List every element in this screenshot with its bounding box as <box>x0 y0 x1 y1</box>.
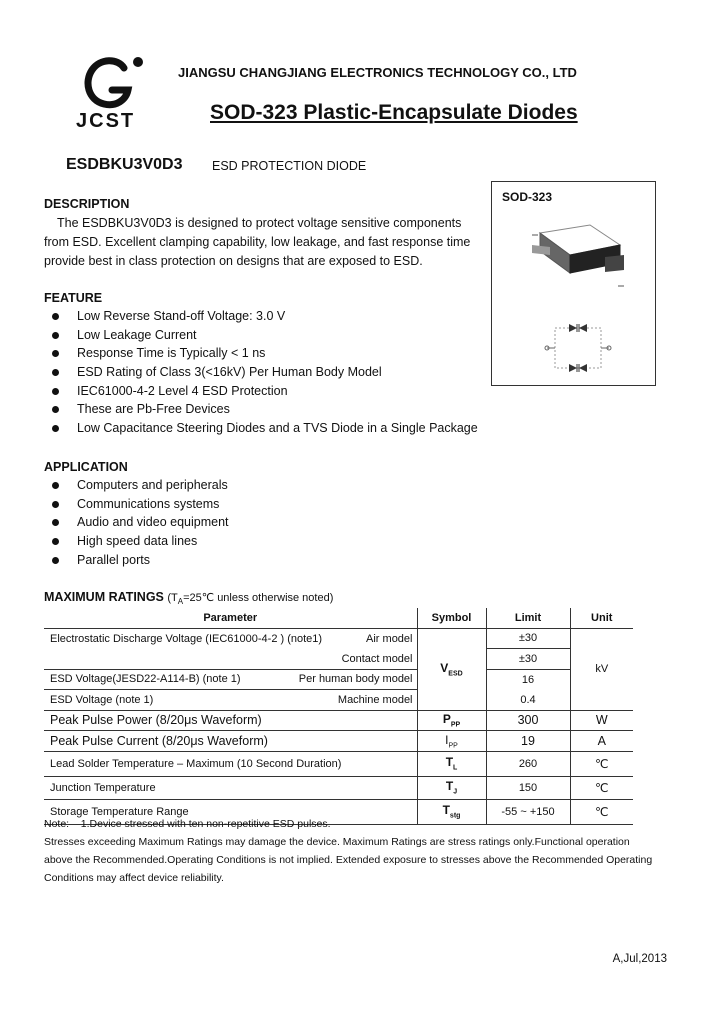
package-label: SOD-323 <box>502 190 553 204</box>
ratings-table <box>44 608 633 825</box>
note-line: Stresses exceeding Maximum Ratings may damage the device. Maximum Ratings are stress ratings only.Functional operation <box>44 836 630 848</box>
page-title: SOD-323 Plastic-Encapsulate Diodes <box>210 101 578 124</box>
list-item: Low Reverse Stand-off Voltage: 3.0 V <box>44 307 504 326</box>
ratings-condition <box>167 592 334 607</box>
table-header-row <box>44 608 633 628</box>
param-cell: Junction Temperature <box>44 776 417 799</box>
note-line: Note: 1.Device stressed with ten non-repetitive ESD pulses. <box>44 818 331 830</box>
symbol-sub: ESD <box>448 670 463 678</box>
symbol-cell <box>417 628 486 710</box>
limit-cell: ±30 <box>486 628 570 649</box>
symbol-sub: PP <box>450 721 461 729</box>
col-limit: Limit <box>486 608 570 628</box>
limit-cell: 300 <box>486 710 570 731</box>
unit-cell: ℃ <box>570 751 633 776</box>
part-description: ESD PROTECTION DIODE <box>212 159 367 173</box>
description-line: The ESDBKU3V0D3 is designed to protect voltage sensitive components <box>57 216 462 230</box>
description-heading: DESCRIPTION <box>44 197 130 211</box>
param-text: ESD Voltage (note 1) <box>50 693 154 706</box>
diode-schematic <box>543 320 613 376</box>
symbol-sub: PP <box>448 741 458 749</box>
list-item: High speed data lines <box>44 532 344 551</box>
company-name: JIANGSU CHANGJIANG ELECTRONICS TECHNOLOGY CO., LTD <box>178 65 577 80</box>
condition-post: =25℃ unless otherwise noted) <box>183 592 334 604</box>
symbol-cell <box>417 731 486 752</box>
table-row <box>44 649 633 670</box>
param-cell: Lead Solder Temperature – Maximum (10 Second Duration) <box>44 751 417 776</box>
limit-cell: 0.4 <box>486 690 570 711</box>
param-text: ESD Voltage(JESD22-A114-B) (note 1) <box>50 673 241 686</box>
param-text: Electrostatic Discharge Voltage (IEC61000-4-2 ) (note1) <box>50 632 323 645</box>
col-unit: Unit <box>570 608 633 628</box>
symbol-main: P <box>442 712 451 727</box>
note-line: above the Recommended.Operating Conditions is not implied. Extended exposure to stresses above the Recommended Operating <box>44 854 653 866</box>
symbol-main: T <box>445 755 454 770</box>
param-condition: Machine model <box>337 693 413 706</box>
unit-cell: kV <box>570 628 633 710</box>
table-row <box>44 731 633 752</box>
description-line: provide best in class protection on designs that are exposed to ESD. <box>44 254 423 268</box>
application-list <box>44 476 344 569</box>
application-heading: APPLICATION <box>44 460 128 474</box>
list-item: Low Capacitance Steering Diodes and a TVS Diode in a Single Package <box>44 419 504 438</box>
list-item: Parallel ports <box>44 551 344 570</box>
feature-list <box>44 307 504 438</box>
table-row <box>44 776 633 799</box>
unit-cell: ℃ <box>570 799 633 824</box>
param-cell <box>44 669 417 690</box>
limit-cell: ±30 <box>486 649 570 670</box>
feature-heading: FEATURE <box>44 291 103 305</box>
symbol-main: T <box>445 779 454 794</box>
table-row <box>44 710 633 731</box>
description-text <box>44 214 484 271</box>
col-symbol: Symbol <box>417 608 486 628</box>
list-item: Communications systems <box>44 495 344 514</box>
limit-cell: 19 <box>486 731 570 752</box>
limit-cell: -55 ~ +150 <box>486 799 570 824</box>
param-condition: Contact model <box>341 652 413 665</box>
part-number: ESDBKU3V0D3 <box>66 156 183 173</box>
package-drawing <box>520 215 640 290</box>
symbol-sub: stg <box>449 812 461 820</box>
note-line: Conditions may affect device reliability. <box>44 872 224 884</box>
table-row <box>44 669 633 690</box>
symbol-cell <box>417 751 486 776</box>
param-cell: Peak Pulse Current (8/20μs Waveform) <box>44 731 417 752</box>
list-item: Low Leakage Current <box>44 326 504 345</box>
symbol-main: T <box>442 803 450 818</box>
param-cell <box>44 690 417 711</box>
param-condition: Air model <box>366 632 413 645</box>
limit-cell: 260 <box>486 751 570 776</box>
param-cell: Storage Temperature Range <box>44 799 417 824</box>
unit-cell: W <box>570 710 633 731</box>
condition-pre: (T <box>167 592 178 604</box>
limit-cell: 16 <box>486 669 570 690</box>
col-parameter: Parameter <box>44 608 417 628</box>
limit-cell: 150 <box>486 776 570 799</box>
symbol-cell <box>417 776 486 799</box>
symbol-main: V <box>440 660 449 675</box>
symbol-sub: L <box>453 764 458 772</box>
param-condition: Per human body model <box>298 673 413 686</box>
list-item: Computers and peripherals <box>44 476 344 495</box>
footer-date: A,Jul,2013 <box>612 953 667 965</box>
table-row <box>44 628 633 649</box>
list-item: These are Pb-Free Devices <box>44 400 504 419</box>
list-item: ESD Rating of Class 3(<16kV) Per Human Body Model <box>44 363 504 382</box>
symbol-sub: J <box>453 788 458 796</box>
notes <box>44 812 684 887</box>
list-item: Response Time is Typically < 1 ns <box>44 344 504 363</box>
param-cell: Peak Pulse Power (8/20μs Waveform) <box>44 710 417 731</box>
symbol-main: I <box>445 732 449 747</box>
table-row <box>44 751 633 776</box>
param-cell <box>44 628 417 649</box>
unit-cell: A <box>570 731 633 752</box>
logo-text: JCST <box>76 110 136 132</box>
ratings-title: MAXIMUM RATINGS <box>44 590 164 604</box>
description-line: from ESD. Excellent clamping capability, low leakage, and fast response time <box>44 235 471 249</box>
unit-cell: ℃ <box>570 776 633 799</box>
list-item: Audio and video equipment <box>44 513 344 532</box>
table-row <box>44 690 633 711</box>
condition-sub: A <box>177 597 184 607</box>
ratings-heading <box>44 590 333 606</box>
list-item: IEC61000-4-2 Level 4 ESD Protection <box>44 382 504 401</box>
symbol-cell <box>417 710 486 731</box>
